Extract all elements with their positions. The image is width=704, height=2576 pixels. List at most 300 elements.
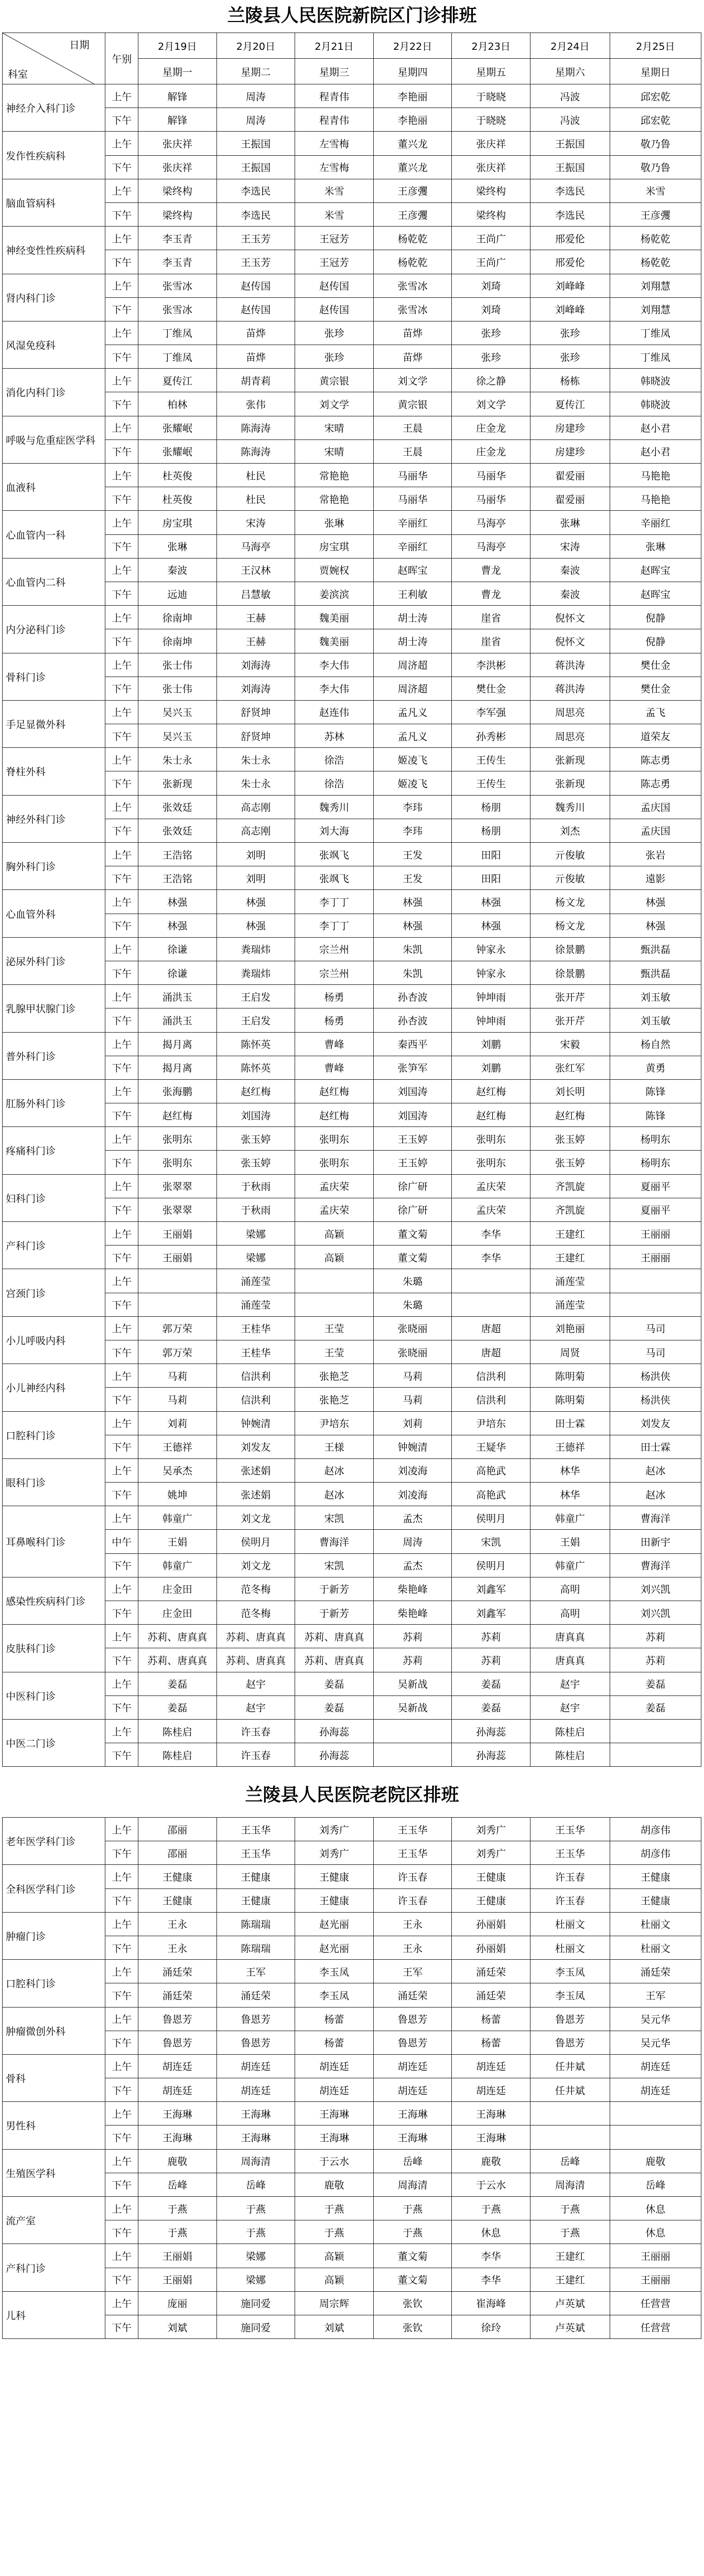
doctor-cell: 许玉春: [216, 1719, 295, 1743]
shift-label: 上午: [105, 1577, 138, 1601]
doctor-cell: [610, 2126, 701, 2149]
doctor-cell: 高艳武: [452, 1458, 530, 1482]
shift-label: 下午: [105, 487, 138, 511]
doctor-cell: 王建红: [530, 2268, 610, 2291]
table-row: [3, 487, 701, 511]
doctor-cell: 苏莉: [610, 1648, 701, 1672]
doctor-cell: 王浩铭: [138, 866, 217, 890]
doctor-cell: 蒋洪涛: [530, 653, 610, 677]
table-row: [3, 2173, 701, 2196]
doctor-cell: 周海清: [373, 2173, 452, 2196]
doctor-cell: 房宝琪: [295, 534, 374, 558]
doctor-cell: 张述娟: [216, 1483, 295, 1506]
table-row: [3, 321, 701, 345]
doctor-cell: 刘海涛: [216, 677, 295, 700]
table-row: [3, 1411, 701, 1435]
shift-label: 下午: [105, 914, 138, 937]
doctor-cell: 姜磊: [610, 1672, 701, 1695]
doctor-cell: 陈怀英: [216, 1032, 295, 1056]
doctor-cell: 任营营: [610, 2315, 701, 2338]
doctor-cell: 敬乃鲁: [610, 155, 701, 179]
doctor-cell: 王丽丽: [610, 2268, 701, 2291]
doctor-cell: 宋毅: [530, 1032, 610, 1056]
table-row: [3, 937, 701, 961]
doctor-cell: 田士霖: [610, 1435, 701, 1458]
shift-label: 下午: [105, 1293, 138, 1316]
doctor-cell: 胡士涛: [373, 629, 452, 653]
doctor-cell: 夏丽平: [610, 1174, 701, 1198]
table-row: [3, 606, 701, 629]
doctor-cell: 刘秀广: [452, 1841, 530, 1865]
doctor-cell: 胡连廷: [138, 2054, 217, 2078]
doctor-cell: 马海亭: [216, 534, 295, 558]
doctor-cell: 王健康: [295, 1865, 374, 1888]
doctor-cell: 张明东: [138, 1127, 217, 1151]
doctor-cell: [610, 1269, 701, 1293]
doctor-cell: 涌洪玉: [138, 1008, 217, 1032]
department-name: 宫颈门诊: [3, 1269, 105, 1316]
doctor-cell: 王启发: [216, 985, 295, 1008]
doctor-cell: 鲁恩芳: [373, 2031, 452, 2054]
doctor-cell: 张伟: [216, 392, 295, 416]
doctor-cell: 庄金田: [138, 1577, 217, 1601]
doctor-cell: 苏莉: [610, 1625, 701, 1648]
doctor-cell: 张笋军: [373, 1056, 452, 1079]
doctor-cell: 胡连廷: [373, 2054, 452, 2078]
doctor-cell: 信洪利: [452, 1364, 530, 1388]
doctor-cell: 王晨: [373, 439, 452, 463]
doctor-cell: 邱宏乾: [610, 84, 701, 108]
doctor-cell: 赵光丽: [295, 1912, 374, 1936]
doctor-cell: 刘文学: [373, 369, 452, 392]
doctor-cell: 于燕: [138, 2220, 217, 2244]
doctor-cell: 钟家永: [452, 961, 530, 984]
doctor-cell: 岳峰: [373, 2149, 452, 2173]
doctor-cell: 高明: [530, 1577, 610, 1601]
doctor-cell: 张新现: [530, 748, 610, 771]
doctor-cell: 张艳芝: [295, 1364, 374, 1388]
department-name: 呼吸与危重症医学科: [3, 416, 105, 463]
doctor-cell: 曹龙: [452, 582, 530, 605]
doctor-cell: 徐浩: [295, 748, 374, 771]
shift-label: 上午: [105, 321, 138, 345]
doctor-cell: 黄宗银: [373, 392, 452, 416]
table-row: [3, 843, 701, 866]
doctor-cell: 韩晓波: [610, 392, 701, 416]
doctor-cell: 杜英俊: [138, 487, 217, 511]
department-name: 全科医学科门诊: [3, 1865, 105, 1912]
doctor-cell: 岳峰: [530, 2149, 610, 2173]
doctor-cell: 张雪冰: [138, 297, 217, 321]
table-row: [3, 345, 701, 369]
doctor-cell: 于新芳: [295, 1577, 374, 1601]
doctor-cell: 王发: [373, 843, 452, 866]
doctor-cell: 张明东: [295, 1127, 374, 1151]
doctor-cell: 李玉凤: [530, 1983, 610, 2007]
department-name: 神经外科门诊: [3, 795, 105, 842]
doctor-cell: 刘鹏: [452, 1032, 530, 1056]
doctor-cell: 周海清: [216, 2149, 295, 2173]
doctor-cell: 郭万荣: [138, 1340, 217, 1364]
shift-label: 下午: [105, 1103, 138, 1127]
doctor-cell: 姬凌飞: [373, 748, 452, 771]
doctor-cell: 于秋雨: [216, 1198, 295, 1221]
doctor-cell: 张珍: [452, 345, 530, 369]
doctor-cell: 李华: [452, 1246, 530, 1269]
doctor-cell: 张珍: [530, 321, 610, 345]
table-row: [3, 1316, 701, 1340]
shift-label: 下午: [105, 1983, 138, 2007]
doctor-cell: 胡士涛: [373, 606, 452, 629]
doctor-cell: 孙杏波: [373, 985, 452, 1008]
doctor-cell: 林强: [216, 914, 295, 937]
doctor-cell: 刘兴凯: [610, 1577, 701, 1601]
doctor-cell: 宗兰州: [295, 937, 374, 961]
shift-label: 上午: [105, 1411, 138, 1435]
doctor-cell: 刘翔慧: [610, 274, 701, 297]
table-row: [3, 297, 701, 321]
doctor-cell: 杨洪侠: [610, 1388, 701, 1411]
doctor-cell: 左雪梅: [295, 132, 374, 155]
table-row: [3, 1151, 701, 1174]
department-name: 消化内科门诊: [3, 369, 105, 416]
doctor-cell: 张珍: [452, 321, 530, 345]
doctor-cell: 王建红: [530, 1246, 610, 1269]
department-name: 老年医学科门诊: [3, 1818, 105, 1865]
doctor-cell: 杨蕾: [295, 2031, 374, 2054]
doctor-cell: 贾婉权: [295, 558, 374, 582]
doctor-cell: 倪静: [610, 606, 701, 629]
doctor-cell: 赵传国: [295, 274, 374, 297]
doctor-cell: 徐南坤: [138, 629, 217, 653]
doctor-cell: 张琳: [138, 534, 217, 558]
doctor-cell: 田新宇: [610, 1530, 701, 1553]
doctor-cell: 张庆祥: [138, 155, 217, 179]
doctor-cell: 崖省: [452, 606, 530, 629]
doctor-cell: 丁维凤: [138, 345, 217, 369]
doctor-cell: 涌廷荣: [610, 1960, 701, 1983]
table-row: [3, 1222, 701, 1246]
doctor-cell: 侯明月: [452, 1506, 530, 1530]
doctor-cell: 李华: [452, 2244, 530, 2268]
shift-label: 上午: [105, 558, 138, 582]
doctor-cell: 许玉春: [530, 1865, 610, 1888]
doctor-cell: 休息: [452, 2220, 530, 2244]
doctor-cell: 胡连廷: [610, 2078, 701, 2102]
doctor-cell: 胡连廷: [216, 2078, 295, 2102]
doctor-cell: 李玉青: [138, 250, 217, 274]
doctor-cell: 曹龙: [452, 558, 530, 582]
doctor-cell: 王利敏: [373, 582, 452, 605]
doctor-cell: 陈明菊: [530, 1388, 610, 1411]
doctor-cell: 杨洪侠: [610, 1364, 701, 1388]
doctor-cell: 王冠芳: [295, 227, 374, 250]
doctor-cell: 赵红梅: [138, 1103, 217, 1127]
shift-label: 下午: [105, 345, 138, 369]
doctor-cell: 王海琳: [373, 2126, 452, 2149]
doctor-cell: 钟坤雨: [452, 985, 530, 1008]
doctor-cell: 秦波: [530, 582, 610, 605]
doctor-cell: 赵小君: [610, 439, 701, 463]
doctor-cell: 尹培东: [452, 1411, 530, 1435]
doctor-cell: 张玉婷: [530, 1127, 610, 1151]
doctor-cell: 鲁恩芳: [530, 2031, 610, 2054]
doctor-cell: 刘斌: [138, 2315, 217, 2338]
table-row: [3, 439, 701, 463]
doctor-cell: 王桂华: [216, 1316, 295, 1340]
doctor-cell: 王健康: [610, 1888, 701, 1912]
doctor-cell: 吕慧敏: [216, 582, 295, 605]
doctor-cell: 陈桂启: [530, 1719, 610, 1743]
table-row: [3, 534, 701, 558]
doctor-cell: [138, 1293, 217, 1316]
doctor-cell: 杜英俊: [138, 464, 217, 487]
department-name: 生殖医学科: [3, 2149, 105, 2196]
doctor-cell: 许玉春: [373, 1888, 452, 1912]
doctor-cell: 王健康: [216, 1888, 295, 1912]
doctor-cell: 张飒飞: [295, 866, 374, 890]
doctor-cell: 任营营: [610, 2291, 701, 2315]
old-campus-title: 兰陵县人民医院老院区排班: [245, 1785, 459, 1805]
table-row: [3, 1601, 701, 1625]
doctor-cell: 侯明月: [452, 1553, 530, 1577]
doctor-cell: 马丽华: [452, 464, 530, 487]
doctor-cell: 王振国: [216, 155, 295, 179]
doctor-cell: 苏莉、唐真真: [216, 1625, 295, 1648]
doctor-cell: 田士霖: [530, 1411, 610, 1435]
doctor-cell: 赵小君: [610, 416, 701, 439]
doctor-cell: 孙海蕊: [295, 1743, 374, 1767]
doctor-cell: 于燕: [295, 2197, 374, 2220]
table-row: [3, 1936, 701, 1959]
doctor-cell: 刘鑫军: [452, 1577, 530, 1601]
doctor-cell: 赵冰: [295, 1483, 374, 1506]
doctor-cell: 王振国: [530, 132, 610, 155]
doctor-cell: 休息: [610, 2197, 701, 2220]
doctor-cell: 倪怀文: [530, 629, 610, 653]
doctor-cell: 杨朋: [452, 819, 530, 842]
doctor-cell: 邱宏乾: [610, 108, 701, 132]
table-row: [3, 2102, 701, 2126]
doctor-cell: 徐之静: [452, 369, 530, 392]
doctor-cell: 张庆祥: [452, 155, 530, 179]
department-name: 产科门诊: [3, 1222, 105, 1269]
doctor-cell: 刘秀广: [295, 1841, 374, 1865]
table-row: [3, 677, 701, 700]
doctor-cell: 赵冰: [295, 1458, 374, 1482]
shift-label: 下午: [105, 1388, 138, 1411]
table-row: [3, 227, 701, 250]
doctor-cell: 丁维凤: [138, 321, 217, 345]
doctor-cell: 梁终构: [452, 202, 530, 226]
shift-label: 上午: [105, 416, 138, 439]
doctor-cell: 王海琳: [138, 2126, 217, 2149]
department-name: 口腔科门诊: [3, 1411, 105, 1458]
department-name: 肿瘤微创外科: [3, 2007, 105, 2054]
doctor-cell: 侯明月: [216, 1530, 295, 1553]
table-row: [3, 1079, 701, 1103]
shift-label: 上午: [105, 1865, 138, 1888]
doctor-cell: 董文菊: [373, 1222, 452, 1246]
doctor-cell: 房建珍: [530, 439, 610, 463]
shift-label: 上午: [105, 274, 138, 297]
table-row: [3, 1008, 701, 1032]
doctor-cell: 周思亮: [530, 700, 610, 724]
doctor-cell: 杨朋: [452, 795, 530, 819]
doctor-cell: 于燕: [138, 2197, 217, 2220]
doctor-cell: 秦波: [138, 558, 217, 582]
doctor-cell: 董文菊: [373, 2244, 452, 2268]
table-row: [3, 1435, 701, 1458]
shift-label: 下午: [105, 819, 138, 842]
doctor-cell: 朱璐: [373, 1269, 452, 1293]
doctor-cell: 齐凯旋: [530, 1198, 610, 1221]
table-row: [3, 1246, 701, 1269]
doctor-cell: 赵晖宝: [610, 582, 701, 605]
doctor-cell: 赵传国: [295, 297, 374, 321]
table-row: [3, 1032, 701, 1056]
doctor-cell: 苏莉、唐真真: [295, 1648, 374, 1672]
table-row: [3, 1293, 701, 1316]
doctor-cell: 李选民: [216, 202, 295, 226]
doctor-cell: 李艳丽: [373, 108, 452, 132]
doctor-cell: 李丁丁: [295, 890, 374, 914]
doctor-cell: 刘琦: [452, 274, 530, 297]
doctor-cell: 卢英斌: [530, 2291, 610, 2315]
table-row: [3, 771, 701, 795]
doctor-cell: 翟爱丽: [530, 464, 610, 487]
doctor-cell: 董兴龙: [373, 155, 452, 179]
doctor-cell: 柏林: [138, 392, 217, 416]
table-row: [3, 2031, 701, 2054]
doctor-cell: 卢英斌: [530, 2315, 610, 2338]
doctor-cell: 宋晴: [295, 439, 374, 463]
doctor-cell: 冯波: [530, 84, 610, 108]
table-row: [3, 1056, 701, 1079]
doctor-cell: 王军: [610, 1983, 701, 2007]
doctor-cell: 姜磊: [138, 1695, 217, 1719]
doctor-cell: 刘莉: [373, 1411, 452, 1435]
table-row: [3, 2078, 701, 2102]
department-name: 乳腺甲状腺门诊: [3, 985, 105, 1032]
department-name: 肿瘤门诊: [3, 1912, 105, 1959]
doctor-cell: 张珍: [530, 345, 610, 369]
doctor-cell: 刘秀广: [452, 1818, 530, 1841]
doctor-cell: 杜丽文: [610, 1936, 701, 1959]
doctor-cell: 涌廷荣: [452, 1983, 530, 2007]
doctor-cell: 鲁恩芳: [530, 2007, 610, 2031]
doctor-cell: 庄金龙: [452, 416, 530, 439]
doctor-cell: 邢爱伦: [530, 227, 610, 250]
table-row: [3, 1364, 701, 1388]
shift-label: 上午: [105, 700, 138, 724]
doctor-cell: 胡连廷: [452, 2078, 530, 2102]
doctor-cell: 胡连廷: [295, 2054, 374, 2078]
doctor-cell: 苗烨: [373, 345, 452, 369]
doctor-cell: 孟杰: [373, 1506, 452, 1530]
doctor-cell: 李选民: [216, 179, 295, 202]
doctor-cell: 徐南坤: [138, 606, 217, 629]
doctor-cell: 张琳: [295, 511, 374, 534]
doctor-cell: 刘秀广: [295, 1818, 374, 1841]
shift-label: 下午: [105, 2031, 138, 2054]
doctor-cell: 杨明东: [610, 1151, 701, 1174]
shift-label: 上午: [105, 227, 138, 250]
doctor-cell: 赵连伟: [295, 700, 374, 724]
table-row: [3, 1648, 701, 1672]
doctor-cell: 赵光丽: [295, 1936, 374, 1959]
table-row: [3, 1530, 701, 1553]
doctor-cell: 苗烨: [216, 321, 295, 345]
doctor-cell: 周宗辉: [295, 2291, 374, 2315]
doctor-cell: 姜磊: [452, 1695, 530, 1719]
doctor-cell: 米雪: [295, 202, 374, 226]
doctor-cell: 张珍: [295, 321, 374, 345]
doctor-cell: 张玉婷: [216, 1127, 295, 1151]
doctor-cell: 周贤: [530, 1340, 610, 1364]
doctor-cell: 张明东: [452, 1151, 530, 1174]
table-row: [3, 1506, 701, 1530]
doctor-cell: 米雪: [295, 179, 374, 202]
doctor-cell: 周涛: [216, 84, 295, 108]
shift-label: 下午: [105, 1056, 138, 1079]
doctor-cell: 姜磊: [610, 1695, 701, 1719]
doctor-cell: 涌廷荣: [138, 1983, 217, 2007]
doctor-cell: 信洪利: [452, 1388, 530, 1411]
doctor-cell: 苏莉: [452, 1648, 530, 1672]
doctor-cell: 王海琳: [138, 2102, 217, 2126]
table-row: [3, 1269, 701, 1293]
doctor-cell: 林强: [373, 890, 452, 914]
department-name: 儿科: [3, 2291, 105, 2338]
shift-label: 下午: [105, 1743, 138, 1767]
doctor-cell: 林强: [610, 914, 701, 937]
shift-label: 下午: [105, 1695, 138, 1719]
shift-label: 上午: [105, 1672, 138, 1695]
doctor-cell: 刘兴凯: [610, 1601, 701, 1625]
doctor-cell: 甄洪磊: [610, 937, 701, 961]
doctor-cell: 张钦: [373, 2315, 452, 2338]
doctor-cell: 王德祥: [530, 1435, 610, 1458]
table-row: [3, 2197, 701, 2220]
shift-label: 下午: [105, 2078, 138, 2102]
doctor-cell: [452, 1269, 530, 1293]
doctor-cell: 王建红: [530, 2244, 610, 2268]
doctor-cell: 张雪冰: [138, 274, 217, 297]
table-row: [3, 1625, 701, 1648]
doctor-cell: 王様: [295, 1435, 374, 1458]
doctor-cell: 张耀岷: [138, 416, 217, 439]
doctor-cell: 岳峰: [138, 2173, 217, 2196]
doctor-cell: 王海琳: [295, 2102, 374, 2126]
shift-label: 下午: [105, 1246, 138, 1269]
doctor-cell: 林强: [610, 890, 701, 914]
doctor-cell: 刘文学: [452, 392, 530, 416]
doctor-cell: 徐玲: [452, 2315, 530, 2338]
doctor-cell: 辛丽红: [610, 511, 701, 534]
doctor-cell: 王玉芳: [216, 227, 295, 250]
doctor-cell: 苏莉、唐真真: [295, 1625, 374, 1648]
doctor-cell: 张珍: [295, 345, 374, 369]
doctor-cell: 宋凯: [295, 1506, 374, 1530]
doctor-cell: 揭月离: [138, 1032, 217, 1056]
doctor-cell: 房建珍: [530, 416, 610, 439]
doctor-cell: 秦波: [530, 558, 610, 582]
doctor-cell: 许玉春: [530, 1888, 610, 1912]
shift-label: 下午: [105, 534, 138, 558]
shift-label: 下午: [105, 2173, 138, 2196]
shift-label: 上午: [105, 1032, 138, 1056]
